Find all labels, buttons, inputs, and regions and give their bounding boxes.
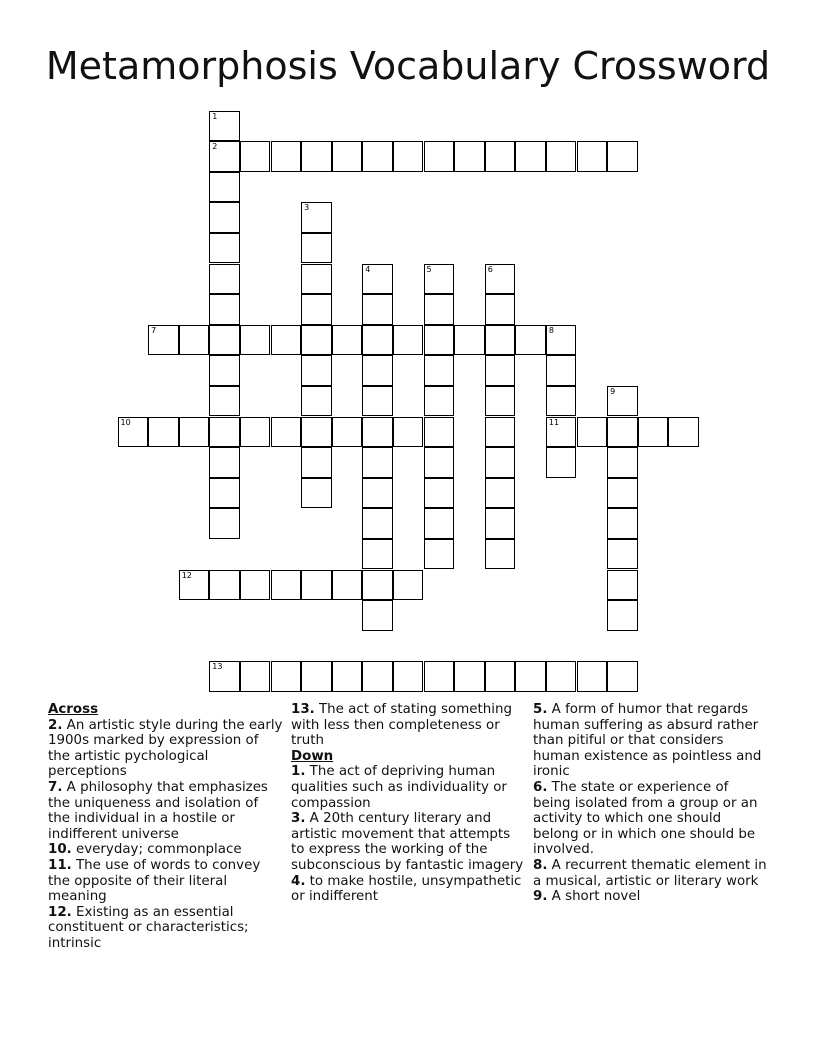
grid-cell[interactable] (209, 386, 240, 417)
clue-number: 11. (48, 857, 72, 873)
clue-number: 9. (533, 889, 548, 905)
clue-across-7 (48, 780, 283, 842)
grid-cell[interactable] (240, 661, 271, 692)
clue-across-10 (48, 842, 283, 858)
clue-across-13 (291, 702, 526, 749)
clue-number: 3. (291, 811, 306, 827)
grid-cell[interactable] (485, 539, 516, 570)
clue-number-label: 1 (212, 111, 218, 121)
grid-cell[interactable] (515, 141, 546, 172)
grid-cell[interactable] (424, 141, 455, 172)
grid-cell[interactable] (607, 600, 638, 631)
grid-cell[interactable] (209, 417, 240, 448)
clue-down-1 (291, 764, 526, 811)
clue-number-label: 8 (548, 325, 554, 335)
grid-cell[interactable] (209, 264, 240, 295)
grid-cell[interactable] (485, 264, 516, 295)
grid-cell[interactable] (240, 325, 271, 356)
clue-number-label: 3 (304, 203, 310, 213)
grid-cell[interactable] (485, 417, 516, 448)
page-title: Metamorphosis Vocabulary Crossword (45, 44, 771, 88)
clue-text: The act of depriving human qualities such as individuality or compassion (291, 764, 507, 811)
clue-number: 13. (291, 702, 315, 717)
grid-cell[interactable] (424, 539, 455, 570)
grid-cell[interactable] (485, 325, 516, 356)
grid-cell[interactable] (179, 325, 210, 356)
grid-cell[interactable] (271, 417, 302, 448)
clue-text: to make hostile, unsympathetic or indifferent (291, 873, 522, 905)
grid-cell[interactable] (179, 570, 210, 601)
grid-cell[interactable] (485, 386, 516, 417)
grid-cell[interactable] (515, 661, 546, 692)
clue-text: A short novel (551, 889, 641, 905)
grid-cell[interactable] (209, 478, 240, 509)
grid-cell[interactable] (546, 447, 577, 478)
grid-cell[interactable] (209, 202, 240, 233)
grid-cell[interactable] (393, 570, 424, 601)
grid-cell[interactable] (332, 570, 363, 601)
grid-cell[interactable] (301, 294, 332, 325)
grid-cell[interactable] (118, 417, 149, 448)
grid-cell[interactable] (209, 294, 240, 325)
clue-number-label: 7 (151, 325, 157, 335)
clues-column-1 (48, 702, 283, 952)
clue-text: An artistic style during the early 1900s marked by expression of the artistic pychological perceptions (48, 717, 283, 780)
grid-cell[interactable] (332, 417, 363, 448)
grid-cell[interactable] (271, 570, 302, 601)
grid-cell[interactable] (515, 325, 546, 356)
grid-cell[interactable] (607, 447, 638, 478)
clue-number-label: 13 (212, 662, 223, 672)
grid-cell[interactable] (607, 661, 638, 692)
grid-cell[interactable] (362, 141, 393, 172)
clue-text: Existing as an essential constituent or characteristics; intrinsic (48, 904, 249, 951)
clue-text: everyday; commonplace (76, 842, 242, 858)
grid-cell[interactable] (332, 325, 363, 356)
grid-cell[interactable] (362, 294, 393, 325)
grid-cell[interactable] (301, 447, 332, 478)
clue-text: The use of words to convey the opposite of their literal meaning (48, 857, 261, 905)
grid-cell[interactable] (546, 661, 577, 692)
grid-cell[interactable] (546, 417, 577, 448)
grid-cell[interactable] (393, 661, 424, 692)
grid-cell[interactable] (485, 355, 516, 386)
grid-cell[interactable] (362, 508, 393, 539)
grid-cell[interactable] (362, 570, 393, 601)
clue-text: A 20th century literary and artistic movement that attempts to express the working of the subconscious by fantastic imagery (291, 811, 524, 873)
grid-cell[interactable] (393, 325, 424, 356)
grid-cell[interactable] (424, 325, 455, 356)
grid-cell[interactable] (668, 417, 699, 448)
grid-cell[interactable] (332, 141, 363, 172)
clue-number-label: 10 (120, 417, 131, 427)
clue-down-3 (291, 811, 526, 873)
grid-cell[interactable] (209, 447, 240, 478)
clue-text: The act of stating something with less then completeness or truth (291, 702, 512, 749)
clue-number: 12. (48, 904, 72, 920)
grid-cell[interactable] (424, 294, 455, 325)
clues-column-2 (291, 702, 526, 905)
grid-cell[interactable] (454, 661, 485, 692)
grid-cell[interactable] (209, 325, 240, 356)
grid-cell[interactable] (577, 141, 608, 172)
clue-text: The state or experience of being isolated from a group or an activity to which one should belong or in which one should be involved. (533, 779, 758, 858)
grid-cell[interactable] (362, 264, 393, 295)
clue-number-label: 5 (426, 264, 432, 274)
grid-cell[interactable] (362, 539, 393, 570)
grid-cell[interactable] (424, 508, 455, 539)
clue-text: A recurrent thematic element in a musical, artistic or literary work (533, 857, 767, 889)
grid-cell[interactable] (301, 264, 332, 295)
clue-down-9 (533, 889, 768, 905)
grid-cell[interactable] (179, 417, 210, 448)
grid-cell[interactable] (485, 294, 516, 325)
clue-down-5 (533, 702, 768, 780)
grid-cell[interactable] (485, 661, 516, 692)
grid-cell[interactable] (485, 447, 516, 478)
grid-cell[interactable] (301, 202, 332, 233)
grid-cell[interactable] (485, 478, 516, 509)
grid-cell[interactable] (424, 447, 455, 478)
clue-number: 8. (533, 857, 548, 873)
grid-cell[interactable] (209, 570, 240, 601)
grid-cell[interactable] (424, 386, 455, 417)
grid-cell[interactable] (362, 417, 393, 448)
grid-cell[interactable] (424, 478, 455, 509)
clue-number: 4. (291, 873, 306, 889)
grid-cell[interactable] (424, 355, 455, 386)
clues-column-3 (533, 702, 768, 905)
grid-cell[interactable] (362, 600, 393, 631)
clue-down-4 (291, 874, 526, 905)
grid-cell[interactable] (301, 325, 332, 356)
grid-cell[interactable] (209, 172, 240, 203)
grid-cell[interactable] (607, 508, 638, 539)
grid-cell[interactable] (301, 570, 332, 601)
clue-number-label: 11 (548, 417, 560, 427)
grid-cell[interactable] (638, 417, 669, 448)
grid-cell[interactable] (301, 661, 332, 692)
grid-cell[interactable] (607, 417, 638, 448)
grid-cell[interactable] (393, 141, 424, 172)
grid-cell[interactable] (607, 478, 638, 509)
clue-down-8 (533, 858, 768, 889)
grid-cell[interactable] (424, 661, 455, 692)
grid-cell[interactable] (362, 355, 393, 386)
grid-cell[interactable] (148, 417, 179, 448)
grid-cell[interactable] (424, 417, 455, 448)
grid-cell[interactable] (240, 570, 271, 601)
clue-text: A philosophy that emphasizes the uniqueness and isolation of the individual in a hostile or indifferent universe (48, 779, 268, 842)
grid-cell[interactable] (301, 417, 332, 448)
grid-cell[interactable] (362, 386, 393, 417)
grid-cell[interactable] (362, 661, 393, 692)
grid-cell[interactable] (546, 325, 577, 356)
clue-number-label: 2 (212, 142, 218, 152)
grid-cell[interactable] (607, 570, 638, 601)
down-heading: Down (291, 748, 334, 764)
clue-number-label: 6 (487, 264, 493, 274)
grid-cell[interactable] (209, 355, 240, 386)
clue-number: 1. (291, 764, 306, 780)
grid-cell[interactable] (301, 355, 332, 386)
grid-cell[interactable] (209, 508, 240, 539)
grid-cell[interactable] (148, 325, 179, 356)
grid-cell[interactable] (271, 325, 302, 356)
grid-cell[interactable] (271, 661, 302, 692)
clue-number: 2. (48, 717, 63, 733)
clue-text: A form of humor that regards human suffering as absurd rather than pitiful or that considers human existence as pointless and ironic (533, 702, 762, 780)
grid-cell[interactable] (577, 417, 608, 448)
grid-cell[interactable] (332, 661, 363, 692)
clue-number: 10. (48, 842, 72, 858)
clue-across-12 (48, 905, 283, 952)
clue-number: 5. (533, 702, 548, 717)
grid-cell[interactable] (362, 447, 393, 478)
grid-cell[interactable] (301, 141, 332, 172)
grid-cell[interactable] (271, 141, 302, 172)
grid-cell[interactable] (240, 417, 271, 448)
grid-cell[interactable] (485, 141, 516, 172)
grid-cell[interactable] (209, 233, 240, 264)
grid-cell[interactable] (362, 478, 393, 509)
grid-cell[interactable] (607, 141, 638, 172)
grid-cell[interactable] (546, 355, 577, 386)
grid-cell[interactable] (301, 386, 332, 417)
clue-down-6 (533, 780, 768, 858)
grid-cell[interactable] (454, 325, 485, 356)
grid-cell[interactable] (209, 111, 240, 142)
grid-cell[interactable] (607, 539, 638, 570)
grid-cell[interactable] (546, 386, 577, 417)
grid-cell[interactable] (209, 141, 240, 172)
grid-cell[interactable] (362, 325, 393, 356)
grid-cell[interactable] (393, 417, 424, 448)
grid-cell[interactable] (301, 478, 332, 509)
grid-cell[interactable] (240, 141, 271, 172)
clue-number-label: 12 (181, 570, 192, 580)
clue-number: 7. (48, 779, 63, 795)
grid-cell[interactable] (577, 661, 608, 692)
clue-across-11 (48, 858, 283, 905)
grid-cell[interactable] (454, 141, 485, 172)
clue-across-2 (48, 718, 283, 780)
across-heading: Across (48, 702, 99, 717)
clue-number-label: 9 (610, 386, 616, 396)
grid-cell[interactable] (301, 233, 332, 264)
clue-number-label: 4 (365, 264, 371, 274)
grid-cell[interactable] (424, 264, 455, 295)
grid-cell[interactable] (607, 386, 638, 417)
grid-cell[interactable] (485, 508, 516, 539)
clue-number: 6. (533, 779, 548, 795)
grid-cell[interactable] (209, 661, 240, 692)
grid-cell[interactable] (546, 141, 577, 172)
